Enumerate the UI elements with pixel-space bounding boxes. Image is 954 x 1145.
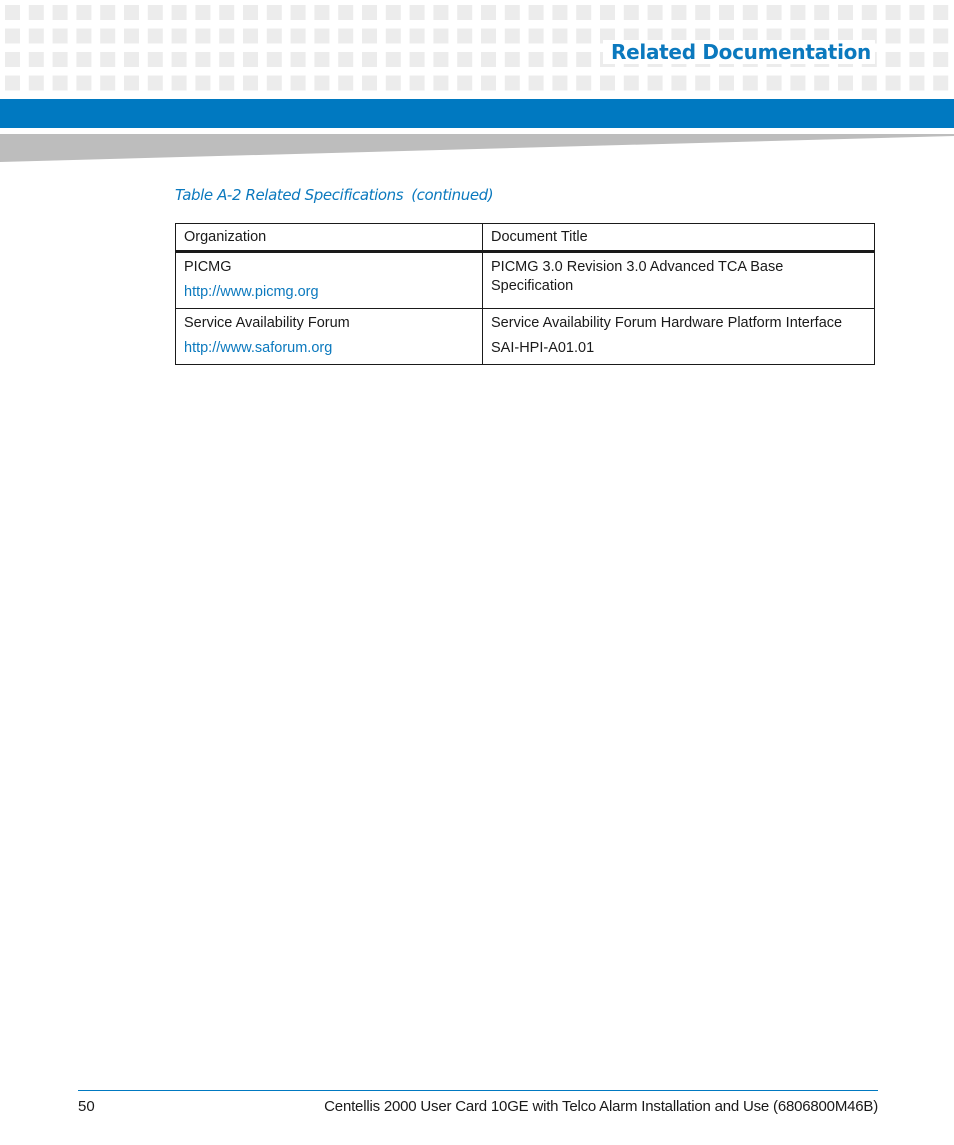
pattern-square bbox=[576, 76, 591, 91]
pattern-square bbox=[76, 52, 91, 67]
pattern-square bbox=[838, 76, 853, 91]
pattern-square bbox=[386, 29, 401, 44]
pattern-square bbox=[195, 29, 210, 44]
pattern-square bbox=[386, 52, 401, 67]
pattern-square bbox=[695, 5, 710, 20]
pattern-square bbox=[195, 5, 210, 20]
footer-document-title: Centellis 2000 User Card 10GE with Telco Alarm Installation and Use (6806800M46B) bbox=[324, 1098, 878, 1115]
pattern-square bbox=[505, 76, 520, 91]
column-header-document-title: Document Title bbox=[483, 224, 875, 252]
pattern-square bbox=[53, 76, 68, 91]
pattern-square bbox=[790, 5, 805, 20]
pattern-square bbox=[457, 5, 472, 20]
document-identifier: SAI-HPI-A01.01 bbox=[491, 340, 595, 356]
pattern-square bbox=[5, 76, 20, 91]
pattern-square bbox=[433, 5, 448, 20]
pattern-square bbox=[624, 5, 639, 20]
pattern-square bbox=[886, 29, 901, 44]
header-blue-bar bbox=[0, 99, 954, 128]
pattern-square bbox=[743, 76, 758, 91]
table-header-row bbox=[176, 224, 875, 252]
pattern-square bbox=[76, 29, 91, 44]
related-specifications-table bbox=[175, 223, 875, 365]
pattern-square bbox=[552, 76, 567, 91]
pattern-square bbox=[767, 76, 782, 91]
pattern-square bbox=[243, 29, 258, 44]
pattern-square bbox=[100, 76, 115, 91]
pattern-square bbox=[29, 76, 44, 91]
pattern-square bbox=[410, 52, 425, 67]
pattern-square bbox=[76, 76, 91, 91]
pattern-square bbox=[148, 52, 163, 67]
pattern-square bbox=[410, 5, 425, 20]
pattern-square bbox=[267, 29, 282, 44]
pattern-square bbox=[933, 52, 948, 67]
pattern-square bbox=[362, 5, 377, 20]
pattern-square bbox=[909, 76, 924, 91]
pattern-square bbox=[100, 52, 115, 67]
pattern-square bbox=[243, 76, 258, 91]
header-gray-wedge bbox=[0, 130, 954, 164]
pattern-square bbox=[314, 52, 329, 67]
pattern-square bbox=[219, 5, 234, 20]
pattern-square bbox=[291, 76, 306, 91]
pattern-square bbox=[362, 76, 377, 91]
pattern-square bbox=[814, 5, 829, 20]
pattern-square bbox=[505, 5, 520, 20]
pattern-square bbox=[5, 29, 20, 44]
pattern-square bbox=[53, 52, 68, 67]
column-header-organization: Organization bbox=[176, 224, 483, 252]
pattern-square bbox=[862, 76, 877, 91]
pattern-square bbox=[291, 5, 306, 20]
table-row bbox=[176, 309, 875, 365]
pattern-square bbox=[767, 5, 782, 20]
pattern-square bbox=[172, 76, 187, 91]
pattern-square bbox=[148, 76, 163, 91]
pattern-square bbox=[933, 76, 948, 91]
pattern-square bbox=[433, 52, 448, 67]
pattern-square bbox=[291, 29, 306, 44]
pattern-square bbox=[671, 76, 686, 91]
pattern-square bbox=[457, 76, 472, 91]
pattern-square bbox=[648, 5, 663, 20]
table-row bbox=[176, 252, 875, 309]
pattern-square bbox=[219, 29, 234, 44]
pattern-square bbox=[76, 5, 91, 20]
pattern-square bbox=[552, 29, 567, 44]
pattern-square bbox=[838, 5, 853, 20]
pattern-square bbox=[743, 5, 758, 20]
pattern-square bbox=[576, 52, 591, 67]
pattern-square bbox=[481, 52, 496, 67]
pattern-square bbox=[529, 5, 544, 20]
pattern-square bbox=[648, 76, 663, 91]
pattern-square bbox=[195, 76, 210, 91]
pattern-square bbox=[338, 52, 353, 67]
table-caption-label: Table A-2 Related Specifications bbox=[175, 186, 404, 204]
pattern-square bbox=[172, 52, 187, 67]
pattern-square bbox=[338, 29, 353, 44]
pattern-square bbox=[933, 5, 948, 20]
pattern-square bbox=[600, 5, 615, 20]
pattern-square bbox=[338, 76, 353, 91]
table-caption-suffix: (continued) bbox=[411, 186, 494, 204]
organization-name: PICMG bbox=[184, 259, 232, 275]
document-title: PICMG 3.0 Revision 3.0 Advanced TCA Base Specification bbox=[491, 259, 784, 294]
pattern-square bbox=[267, 52, 282, 67]
pattern-square bbox=[314, 5, 329, 20]
pattern-square bbox=[172, 29, 187, 44]
pattern-square bbox=[148, 5, 163, 20]
pattern-square bbox=[362, 29, 377, 44]
pattern-square bbox=[933, 29, 948, 44]
pattern-square bbox=[695, 76, 710, 91]
pattern-square bbox=[29, 5, 44, 20]
pattern-square bbox=[5, 5, 20, 20]
pattern-square bbox=[314, 29, 329, 44]
pattern-square bbox=[886, 52, 901, 67]
pattern-square bbox=[624, 76, 639, 91]
pattern-square bbox=[481, 29, 496, 44]
pattern-square bbox=[886, 5, 901, 20]
pattern-square bbox=[100, 5, 115, 20]
pattern-square bbox=[124, 52, 139, 67]
pattern-square bbox=[100, 29, 115, 44]
table-caption bbox=[175, 186, 493, 204]
pattern-square bbox=[124, 29, 139, 44]
pattern-square bbox=[457, 52, 472, 67]
pattern-square bbox=[909, 5, 924, 20]
pattern-square bbox=[148, 29, 163, 44]
pattern-square bbox=[5, 52, 20, 67]
pattern-square bbox=[219, 52, 234, 67]
pattern-square bbox=[909, 52, 924, 67]
pattern-square bbox=[505, 52, 520, 67]
pattern-square bbox=[219, 76, 234, 91]
pattern-square bbox=[529, 29, 544, 44]
pattern-square bbox=[862, 5, 877, 20]
pattern-square bbox=[410, 76, 425, 91]
pattern-square bbox=[909, 29, 924, 44]
pattern-square bbox=[814, 76, 829, 91]
pattern-square bbox=[53, 29, 68, 44]
organization-cell bbox=[176, 252, 483, 309]
pattern-square bbox=[505, 29, 520, 44]
pattern-square bbox=[481, 5, 496, 20]
pattern-square bbox=[29, 52, 44, 67]
pattern-square bbox=[386, 5, 401, 20]
pattern-square bbox=[433, 76, 448, 91]
pattern-square bbox=[29, 29, 44, 44]
pattern-square bbox=[124, 5, 139, 20]
pattern-square bbox=[552, 5, 567, 20]
organization-link[interactable]: http://www.saforum.org bbox=[184, 340, 333, 356]
document-title-cell bbox=[483, 309, 875, 365]
organization-link[interactable]: http://www.picmg.org bbox=[184, 284, 319, 300]
section-title: Related Documentation bbox=[603, 40, 875, 64]
pattern-square bbox=[172, 5, 187, 20]
pattern-square bbox=[433, 29, 448, 44]
pattern-square bbox=[719, 5, 734, 20]
pattern-square bbox=[671, 5, 686, 20]
page-number: 50 bbox=[78, 1098, 95, 1115]
pattern-square bbox=[457, 29, 472, 44]
pattern-square bbox=[529, 76, 544, 91]
pattern-square bbox=[362, 52, 377, 67]
pattern-square bbox=[291, 52, 306, 67]
pattern-square bbox=[410, 29, 425, 44]
organization-name: Service Availability Forum bbox=[184, 315, 350, 331]
document-title: Service Availability Forum Hardware Platform Interface bbox=[491, 315, 843, 331]
pattern-square bbox=[481, 76, 496, 91]
footer-rule bbox=[78, 1090, 878, 1091]
pattern-square bbox=[195, 52, 210, 67]
pattern-square bbox=[576, 29, 591, 44]
pattern-square bbox=[529, 52, 544, 67]
document-title-cell bbox=[483, 252, 875, 309]
pattern-square bbox=[267, 76, 282, 91]
pattern-square bbox=[53, 5, 68, 20]
pattern-square bbox=[314, 76, 329, 91]
pattern-square bbox=[338, 5, 353, 20]
pattern-square bbox=[790, 76, 805, 91]
pattern-square bbox=[243, 52, 258, 67]
pattern-square bbox=[267, 5, 282, 20]
pattern-square bbox=[124, 76, 139, 91]
pattern-square bbox=[600, 76, 615, 91]
organization-cell bbox=[176, 309, 483, 365]
pattern-square bbox=[243, 5, 258, 20]
pattern-square bbox=[886, 76, 901, 91]
pattern-square bbox=[552, 52, 567, 67]
pattern-square bbox=[719, 76, 734, 91]
pattern-square bbox=[576, 5, 591, 20]
pattern-square bbox=[386, 76, 401, 91]
